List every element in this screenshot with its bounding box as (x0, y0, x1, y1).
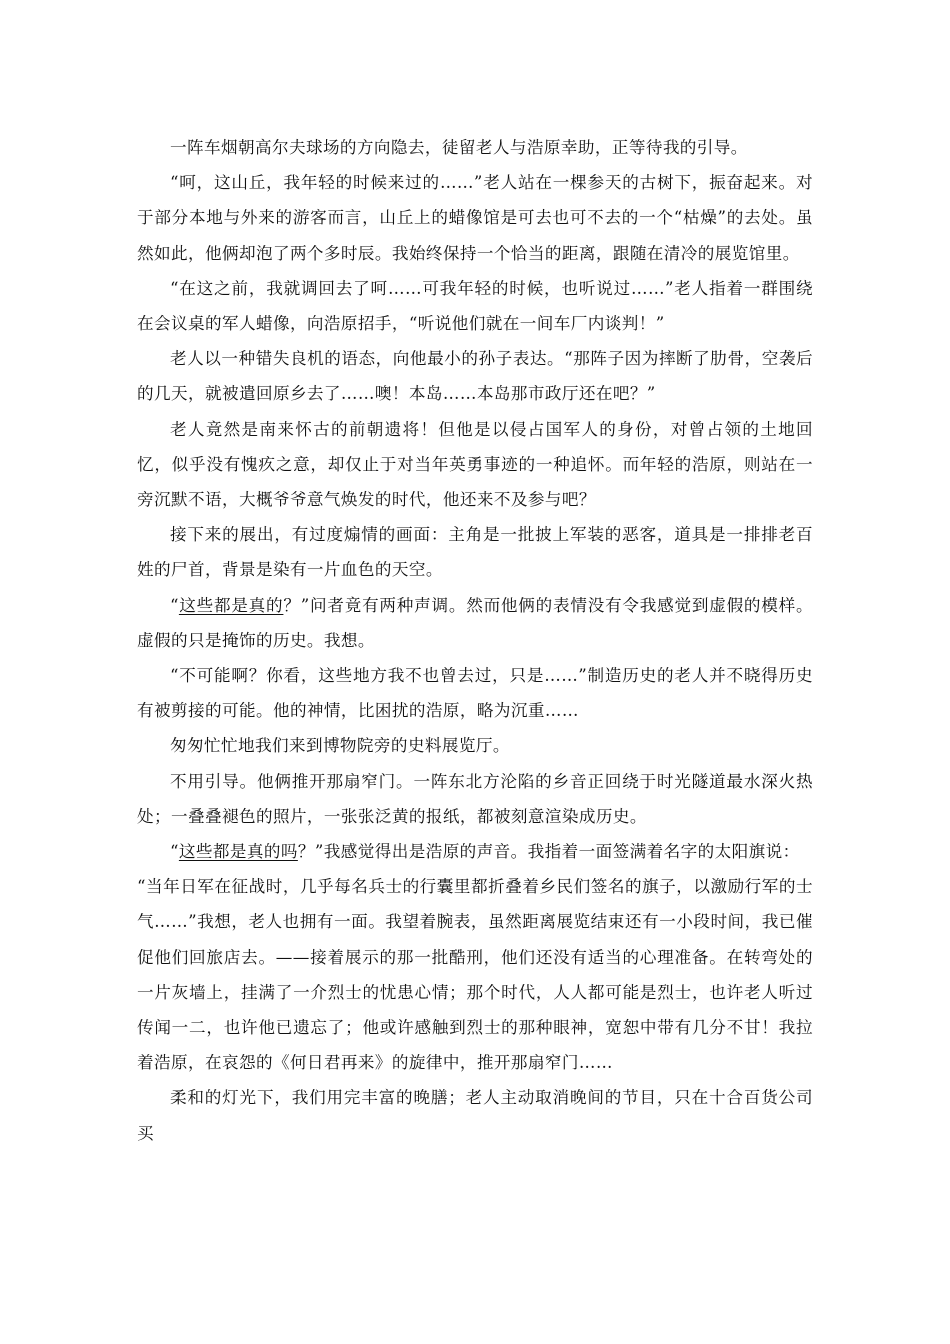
paragraph-1: 一阵车烟朝高尔夫球场的方向隐去，徒留老人与浩原幸助，正等待我的引导。 (170, 138, 748, 157)
paragraph-3: “在这之前，我就调回去了呵……可我年轻的时候，也听说过……”老人指着一群围绕在会议桌的军人蜡像，向浩原招手，“听说他们就在一间车厂内谈判！” (137, 278, 813, 334)
paragraph-10: 不用引导。他俩推开那扇窄门。一阵东北方沦陷的乡音正回绕于时光隧道最水深火热处；一叠叠褪色的照片，一张张泛黄的报纸，都被刻意渲染成历史。 (137, 771, 813, 826)
quote-open: “ (170, 595, 179, 615)
paragraph-7 (137, 588, 813, 658)
paragraph-8: “不可能啊？你看，这些地方我不也曾去过，只是……”制造历史的老人并不晓得历史有被剪接的可能。他的神情，比困扰的浩原，略为沉重…… (137, 666, 813, 721)
paragraph-13: 柔和的灯光下，我们用完丰富的晚膳；老人主动取消晚间的节目，只在十合百货公司买 (137, 1088, 813, 1143)
paragraph-6: 接下来的展出，有过度煽情的画面：主角是一批披上军装的恶客，道具是一排排老百姓的尸首，背景是染有一片血色的天空。 (137, 525, 813, 580)
underlined-question: 这些都是真的 (178, 595, 284, 615)
quote-rest: ？”我感觉得出是浩原的声音。我指着一面签满着名字的太阳旗说： (297, 842, 800, 862)
paragraph-9: 匆匆忙忙地我们来到博物院旁的史料展览厅。 (170, 736, 510, 756)
paragraph-11 (137, 834, 813, 869)
quote-open: “ (170, 842, 179, 862)
underlined-question: 这些都是真的吗 (178, 842, 298, 862)
paragraph-4: 老人以一种错失良机的语态，向他最小的孙子表达。“那阵子因为摔断了肋骨，空袭后的几天，就被遣回原乡去了……噢！本岛……本岛那市政厅还在吧？” (137, 349, 813, 404)
quote-rest: ？”问者竟有两种声调。然而他俩的表情没有令我感觉到虚假的模样。虚假的只是掩饰的历史。我想。 (137, 595, 813, 650)
paragraph-5: 老人竟然是南来怀古的前朝遗将！但他是以侵占国军人的身份，对曾占领的土地回忆，似乎没有愧疚之意，却仅止于对当年英勇事迹的一种追怀。而年轻的浩原，则站在一旁沉默不语，大概爷爷意气焕发的时代，他还来不及参与吧？ (137, 419, 813, 510)
paragraph-12: “当年日军在征战时，几乎每名兵士的行囊里都折叠着乡民们签名的旗子，以激励行军的士气……”我想，老人也拥有一面。我望着腕表，虽然距离展览结束还有一小段时间，我已催促他们回旅店去。——接着展示的那一批酷刑，他们还没有适当的心理准备。在转弯处的一片灰墙上，挂满了一介烈士的忧患心情；那个时代，人人都可能是烈士，也许老人听过传闻一二，也许他已遗忘了；他或许感触到烈士的那种眼神，宽恕中带有几分不甘！我拉着浩原，在哀怨的《何日君再来》的旋律中，推开那扇窄门…… (137, 877, 813, 1073)
document-page (137, 130, 813, 1151)
paragraph-2: “呵，这山丘，我年轻的时候来过的……”老人站在一棵参天的古树下，振奋起来。对于部分本地与外来的游客而言，山丘上的蜡像馆是可去也可不去的一个“枯燥”的去处。虽然如此，他俩却泡了两个多时辰。我始终保持一个恰当的距离，跟随在清冷的展览馆里。 (137, 173, 813, 263)
